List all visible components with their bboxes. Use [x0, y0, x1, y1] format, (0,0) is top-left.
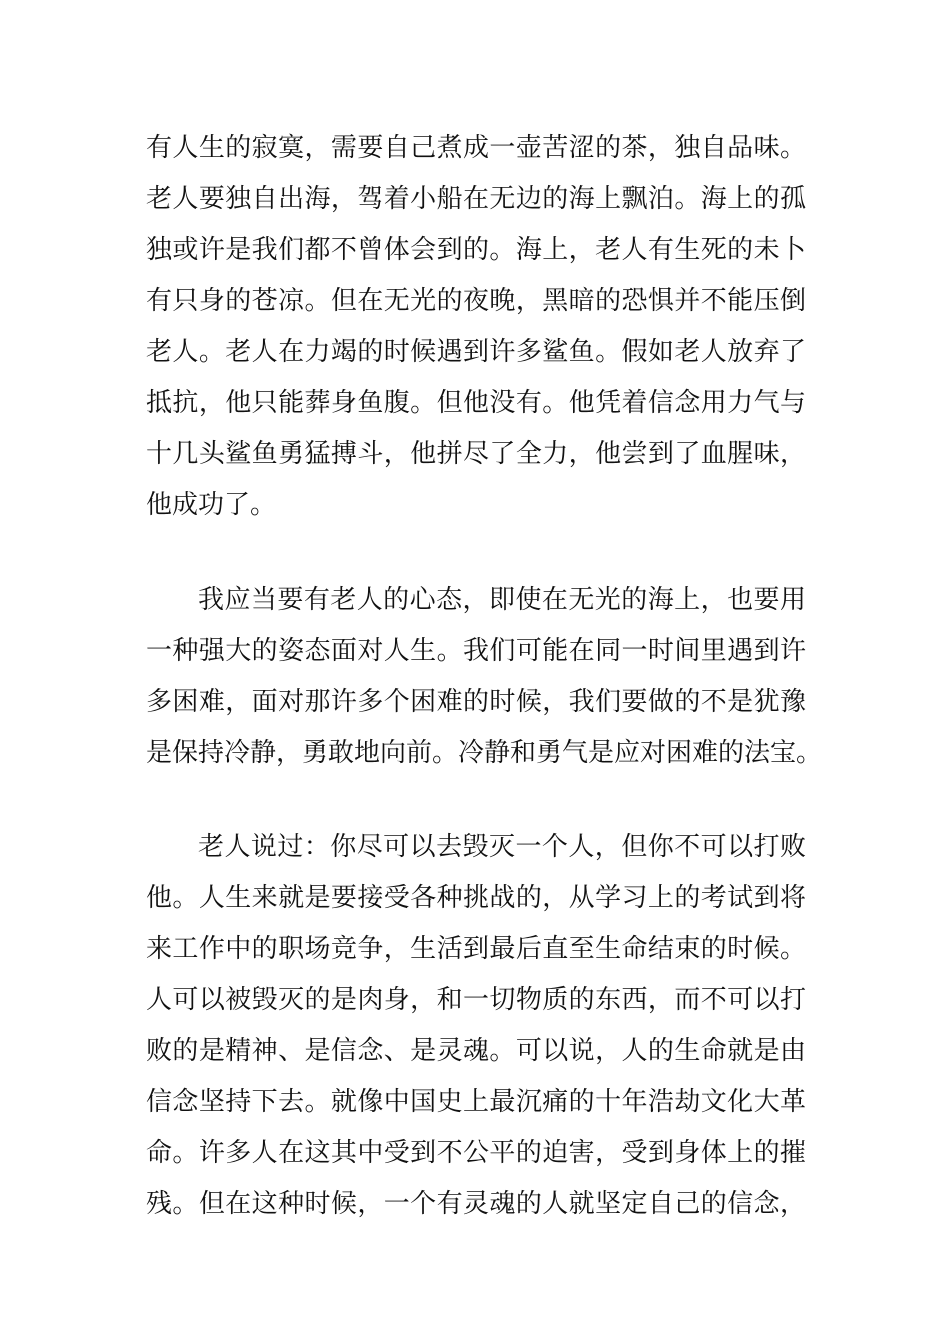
paragraph-line: 老人。老人在力竭的时候遇到许多鲨鱼。假如老人放弃了 — [146, 337, 806, 367]
paragraph-line: 残。但在这种时候，一个有灵魂的人就坚定自己的信念， — [146, 1189, 806, 1219]
paragraph-line: 信念坚持下去。就像中国史上最沉痛的十年浩劫文化大革 — [146, 1087, 806, 1117]
paragraph-line: 十几头鲨鱼勇猛搏斗，他拼尽了全力，他尝到了血腥味， — [146, 439, 806, 469]
paragraph-line: 是保持冷静，勇敢地向前。冷静和勇气是应对困难的法宝。 — [146, 738, 823, 768]
paragraph-line: 独或许是我们都不曾体会到的。海上，老人有生死的未卜 — [146, 235, 806, 265]
paragraph-line: 来工作中的职场竞争，生活到最后直至生命结束的时候。 — [146, 934, 806, 964]
paragraph-line: 一种强大的姿态面对人生。我们可能在同一时间里遇到许 — [146, 636, 806, 666]
paragraph-line: 败的是精神、是信念、是灵魂。可以说，人的生命就是由 — [146, 1036, 806, 1066]
paragraph-line: 有人生的寂寞，需要自己煮成一壶苦涩的茶，独自品味。 — [146, 133, 806, 163]
paragraph-line: 抵抗，他只能葬身鱼腹。但他没有。他凭着信念用力气与 — [146, 388, 806, 418]
paragraph-line: 老人要独自出海，驾着小船在无边的海上飘泊。海上的孤 — [146, 184, 806, 214]
paragraph-line: 他成功了。 — [146, 490, 277, 520]
paragraph-line: 老人说过：你尽可以去毁灭一个人，但你不可以打败 — [198, 832, 806, 862]
paragraph-line: 我应当要有老人的心态，即使在无光的海上，也要用 — [198, 585, 806, 615]
paragraph-line: 他。人生来就是要接受各种挑战的，从学习上的考试到将 — [146, 883, 806, 913]
paragraph-line: 人可以被毁灭的是肉身，和一切物质的东西，而不可以打 — [146, 985, 806, 1015]
paragraph-line: 多困难，面对那许多个困难的时候，我们要做的不是犹豫 — [146, 687, 806, 717]
paragraph-line: 有只身的苍凉。但在无光的夜晚，黑暗的恐惧并不能压倒 — [146, 286, 806, 316]
paragraph-line: 命。许多人在这其中受到不公平的迫害，受到身体上的摧 — [146, 1138, 806, 1168]
